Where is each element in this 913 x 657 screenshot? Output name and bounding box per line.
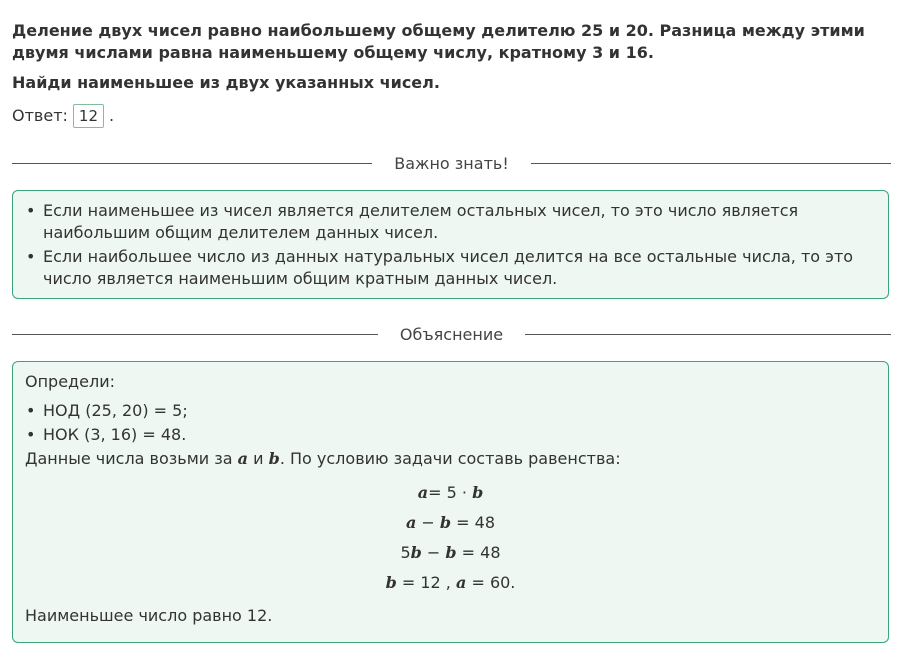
text-before: Данные числа возьми за <box>25 449 233 468</box>
explanation-item: • НОД (25, 20) = 5; <box>25 400 876 422</box>
task-text: Деление двух чисел равно наибольшему общему делителю 25 и 20. Разница между этими двумя числами равна наименьшему общему числу, кратному 3 и 16. <box>12 21 865 62</box>
var-a: a <box>237 449 249 468</box>
explanation-item: • НОК (3, 16) = 48. <box>25 424 876 446</box>
conclusion: Наименьшее число равно 12. <box>25 606 273 625</box>
divider-line-left <box>12 163 372 164</box>
text-after: . По условию задачи составь равенства: <box>279 449 621 468</box>
answer-row <box>12 103 892 129</box>
explanation-list <box>25 400 876 446</box>
equation-2: a − b = 48 <box>405 513 496 532</box>
var-b: b <box>268 449 280 468</box>
text-and: и <box>253 449 264 468</box>
important-list <box>25 200 876 290</box>
important-box <box>12 190 889 299</box>
equations <box>25 478 876 598</box>
explanation-box <box>12 361 889 643</box>
equation-1: a= 5 · b <box>417 483 484 502</box>
answer-suffix: . <box>109 106 115 125</box>
divider-line-right <box>525 334 891 335</box>
explanation-intro: Определи: <box>25 372 115 391</box>
divider-line-right <box>531 163 891 164</box>
task-question: Найди наименьшее из двух указанных чисел. <box>12 73 440 92</box>
answer-input[interactable]: 12 <box>73 104 104 128</box>
answer-label: Ответ: <box>12 106 68 125</box>
important-title: Важно знать! <box>394 153 509 173</box>
important-item: • Если наименьшее из чисел является делителем остальных чисел, то это число является наибольшим общим делителем данных чисел. <box>25 200 876 244</box>
explanation-text <box>25 448 876 470</box>
explanation-title: Объяснение <box>399 324 504 344</box>
divider-line-left <box>12 334 378 335</box>
important-divider <box>12 153 891 173</box>
task-block <box>12 20 892 129</box>
important-item: • Если наибольшее число из данных натуральных чисел делится на все остальные числа, то это число является наименьшим общим кратным данных чисел. <box>25 246 876 290</box>
explanation-divider <box>12 324 891 344</box>
equation-3: 5b − b = 48 <box>400 543 501 562</box>
equation-4: b = 12 , a = 60. <box>385 573 516 592</box>
